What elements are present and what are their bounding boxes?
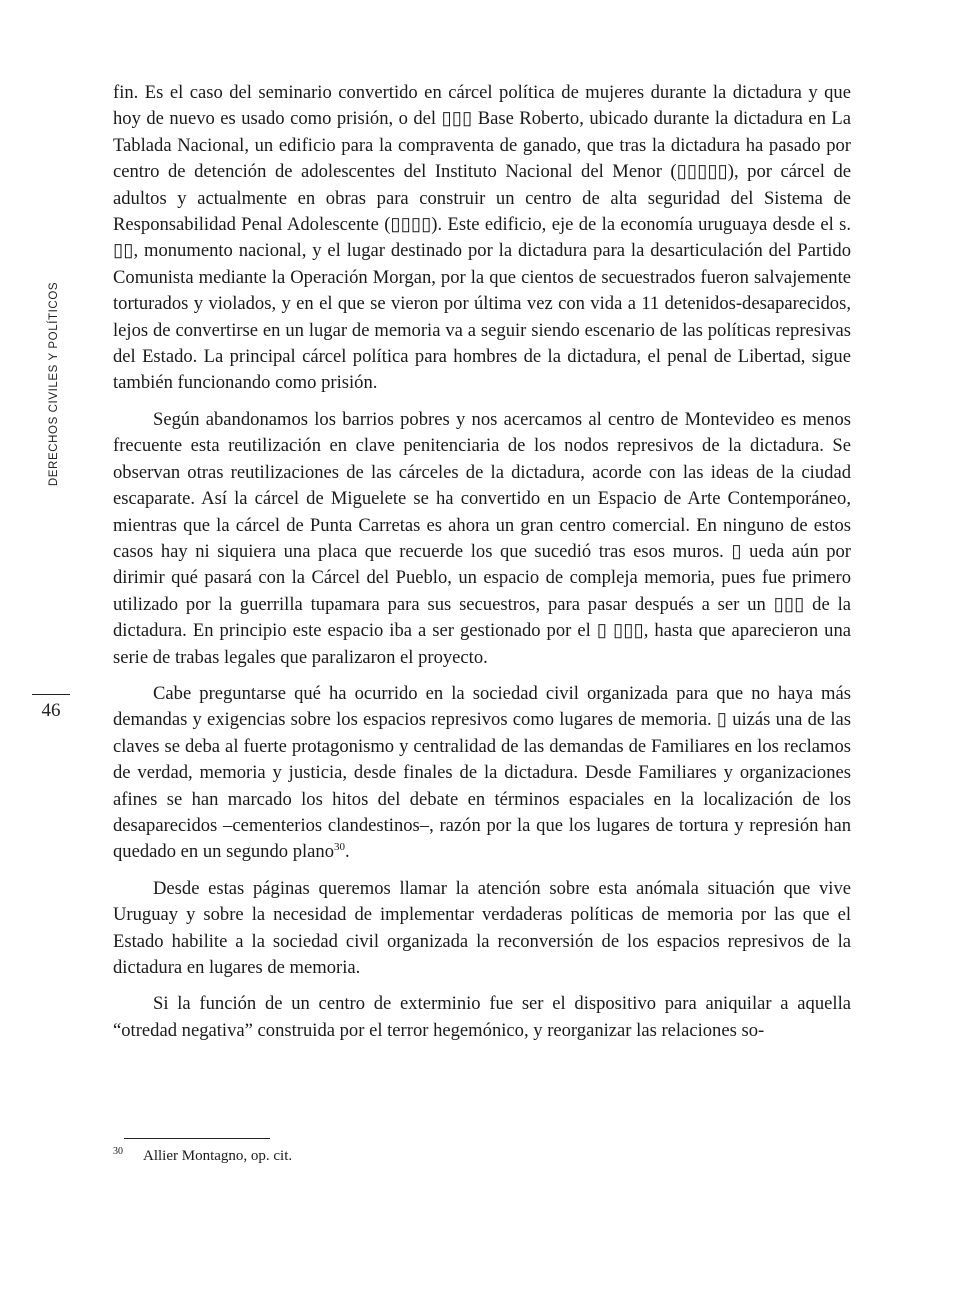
footnote-text: Allier Montagno, op. cit. <box>143 1148 293 1164</box>
paragraph-1: fin. Es el caso del seminario convertido en cárcel política de mujeres durante la dictadura y que hoy de nuevo es usado como prisión, o del ▯▯▯ Base Roberto, ubicado durante la dictadura en La Tablada Nacional, un edificio para la compraventa de ganado, que tras la dictadura ha pasado por centro de detención de adolescentes del Instituto Nacional del Menor (▯▯▯▯▯), por cárcel de adultos y actualmente en obras para construir un centro de alta seguridad del Sistema de Responsabilidad Penal Adolescente (▯▯▯▯). Este edificio, eje de la economía uruguaya desde el s. ▯▯, monumento nacional, y el lugar destinado por la dictadura para la desarticulación del Partido Comunista mediante la Operación Morgan, por la que cientos de secuestrados fueron salvajemente torturados y violados, y en el que se vieron por última vez con vida a 11 detenidos-desaparecidos, lejos de convertirse en un lugar de memoria va a seguir siendo escenario de las políticas represivas del Estado. La principal cárcel política para hombres de la dictadura, el penal de Libertad, sigue también funcionando como prisión. <box>113 82 851 394</box>
paragraph-3-text: Cabe preguntarse qué ha ocurrido en la sociedad civil organizada para que no haya más demandas y exigencias sobre los espacios represivos como lugares de memoria. ▯ uizás una de las claves se deba al fuerte protagonismo y centralidad de las demandas de Familiares en los reclamos de verdad, memoria y justicia, desde finales de la dictadura. Desde Familiares y organizaciones afines se han marcado los hitos del debate en términos espaciales en la localización de los desaparecidos –cementerios clandestinos–, razón por la que los lugares de tortura y represión han quedado en un segundo plano <box>113 682 851 863</box>
footnote <box>113 1146 851 1165</box>
paragraph-3 <box>113 681 851 866</box>
paragraph-5: Si la función de un centro de exterminio fue ser el dispositivo para aniquilar a aquella “otredad negativa” construida por el terror hegemónico, y reorganizar las relaciones so- <box>113 993 851 1041</box>
page-number: 46 <box>41 700 61 721</box>
paragraph-4: Desde estas páginas queremos llamar la atención sobre esta anómala situación que vive Uruguay y sobre la necesidad de implementar verdaderas políticas de memoria por las que el Estado habilite a la sociedad civil organizada la reconversión de los espacios represivos de la dictadura en lugares de memoria. <box>113 877 851 978</box>
body-text <box>113 80 851 1054</box>
paragraph-2: Según abandonamos los barrios pobres y nos acercamos al centro de Montevideo es menos frecuente esta reutilización en clave penitenciaria de los nodos represivos de la dictadura. Se observan otras reutilizaciones de las cárceles de la dictadura, acorde con las ideas de la ciudad escaparate. Así la cárcel de Miguelete se ha convertido en un Espacio de Arte Contemporáneo, mientras que la cárcel de Punta Carretas es ahora un gran centro comercial. En ninguno de estos casos hay ni siquiera una placa que recuerde los que sucedió tras esos muros. ▯ ueda aún por dirimir qué pasará con la Cárcel del Pueblo, un espacio de compleja memoria, pues fue primero utilizado por la guerrilla tupamara para sus secuestros, para pasar después a ser un ▯▯▯ de la dictadura. En principio este espacio iba a ser gestionado por el ▯ ▯▯▯, hasta que aparecieron una serie de trabas legales que paralizaron el proyecto. <box>113 408 851 668</box>
running-head: DERECHOS CIVILES Y POLÍTICOS <box>48 281 60 487</box>
footnote-number: 30 <box>113 1146 123 1157</box>
footnote-reference[interactable]: 30 <box>334 841 346 854</box>
paragraph-3-end: . <box>345 841 350 863</box>
page-number-rule <box>32 694 70 695</box>
footnote-rule <box>124 1138 270 1139</box>
